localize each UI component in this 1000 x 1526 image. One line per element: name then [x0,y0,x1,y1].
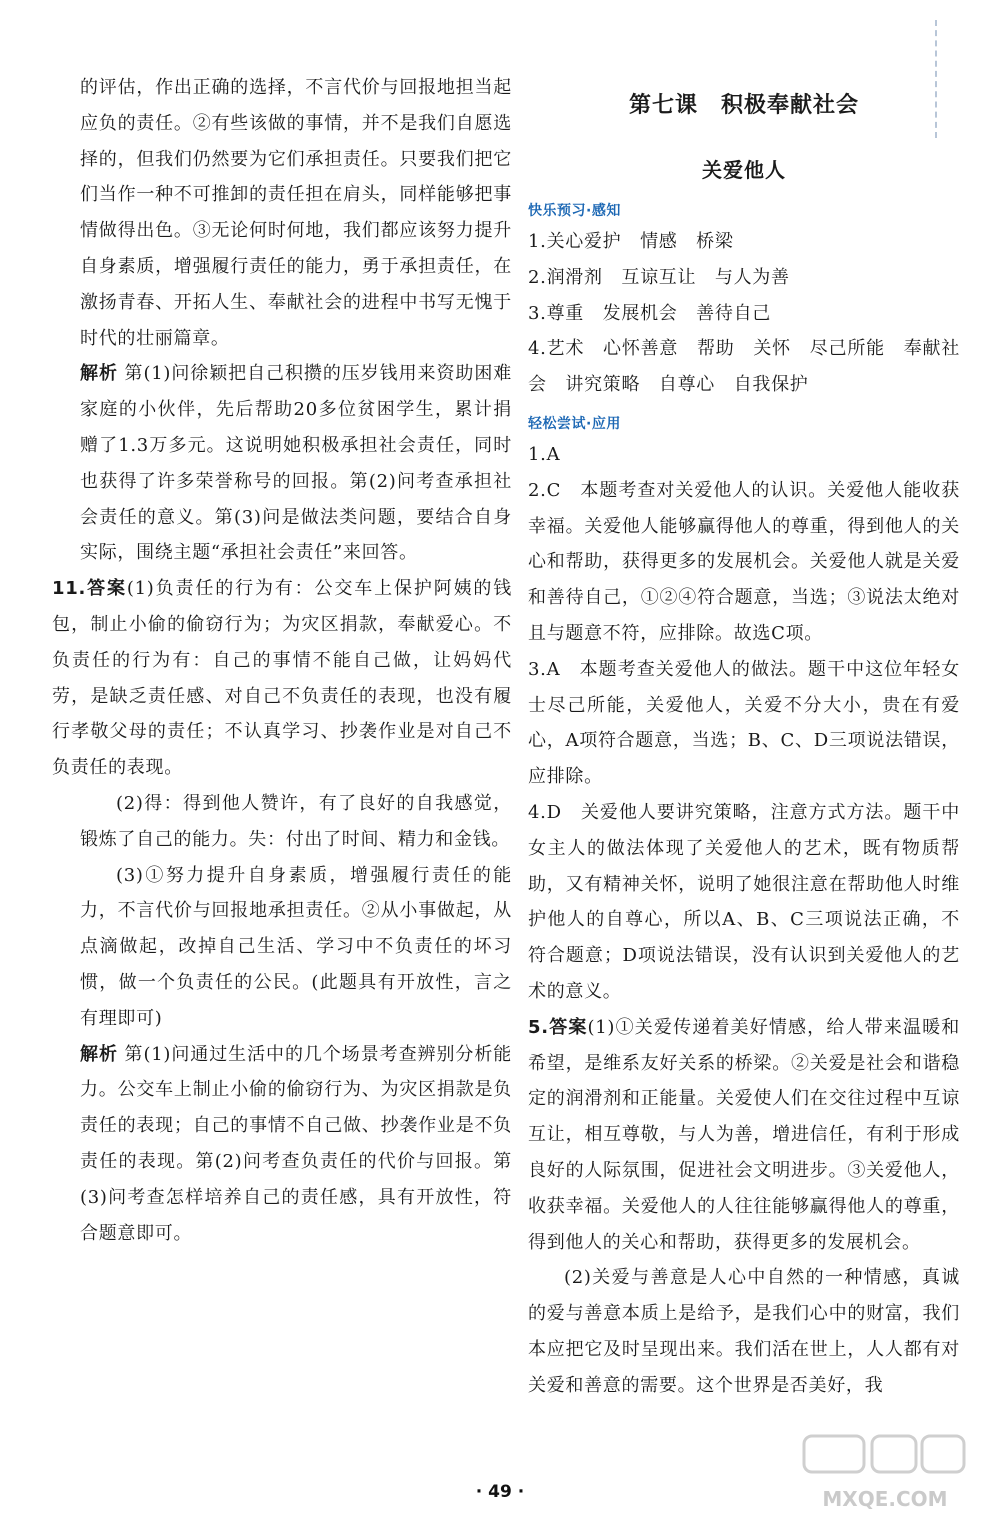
page-number: · 49 · [475,1482,525,1502]
answer-item: 3.A 本题考查关爱他人的做法。题干中这位年轻女士尽己所能，关爱他人，关爱不分大小，贵在有爱心，A项符合题意，当选；B、C、D三项说法错误，应排除。 [528,658,960,788]
question-11-answer-part3: (3)①努力提升自身素质，增强履行责任的能力，不言代价与回报地承担责任。②从小事做起，从点滴做起，改掉自己生活、学习中不负责任的坏习惯，做一个负责任的公民。(此题具有开放性，言之有理即可) [80,864,512,1029]
answer-item: 2.C 本题考查对关爱他人的认识。关爱他人能收获幸福。关爱他人能够赢得他人的尊重，得到他人的关心和帮助，获得更多的发展机会。关爱他人就是关爱和善待自己，①②④符合题意，当选；③说法太绝对且与题意不符，应排除。故选C项。 [528,479,960,644]
answer-item: 3.尊重 发展机会 善待自己 [528,302,771,324]
answer-text: (1)负责任的行为有：公交车上保护阿姨的钱包，制止小偷的偷窃行为；为灾区捐款，奉献爱心。不负责任的行为有：自己的事情不能自己做，让妈妈代劳，是缺乏责任感、对自己不负责任的表现，也没有履行孝敬父母的责任；不认真学习、抄袭作业是对自己不负责任的表现。 [52,578,512,779]
question-11-answer-part2: (2)得：得到他人赞许，有了良好的自我感觉，锻炼了自己的能力。失：付出了时间、精力和金钱。 [80,792,512,850]
answer-item: 2.润滑剂 互谅互让 与人为善 [528,266,790,288]
analysis-paragraph [80,1037,512,1252]
answer-item: 1.关心爱护 情感 桥梁 [528,231,734,252]
question-number: 11. [52,578,86,600]
answer-continuation: 的评估，作出正确的选择，不言代价与回报地担当起应负的责任。②有些该做的事情，并不是我们自愿选择的，但我们仍然要为它们承担责任。只要我们把它们当作一种不可推卸的责任担在肩头，同样能够把事情做得出色。③无论何时何地，我们都应该努力提升自身素质，增强履行责任的能力，勇于承担责任，在激扬青春、开拓人生、奉献社会的进程中书写无愧于时代的壮丽篇章。 [80,77,512,349]
question-number: 5. [528,1016,549,1038]
answer-item-5-part2: (2)关爱与善意是人心中自然的一种情感，真诚的爱与善意本质上是给予，是我们心中的财富，我们本应把它及时呈现出来。我们活在世上，人人都有对关爱和善意的需要。这个世界是否美好，我 [528,1267,960,1396]
analysis-label: 解析 [80,1043,118,1065]
answer-item: 1.A [528,443,561,465]
watermark-text: MXQE.COM [822,1487,948,1511]
question-11-answer-part1 [52,571,512,786]
answer-label: 答案 [86,578,127,600]
lesson-title: 第七课 积极奉献社会 [628,93,859,118]
left-column [52,70,512,1251]
right-column [528,70,960,1404]
analysis-label: 解析 [80,363,118,385]
analysis-text: 第(1)问通过生活中的几个场景考查辨别分析能力。公交车上制止小偷的偷窃行为、为灾区捐款是负责任的表现；自己的事情不自己做、抄袭作业是不负责任的表现。第(2)问考查负责任的代价与回报。第(3)问考查怎样培养自己的责任感，具有开放性，符合题意即可。 [80,1043,512,1244]
watermark-logo [800,1432,970,1516]
watermark-graphic [800,1432,970,1516]
sub-heading-preview: 快乐预习·感知 [528,203,621,219]
answer-label: 答案 [548,1016,588,1038]
answer-text: (1)①关爱传递着美好情感，给人带来温暖和希望，是维系友好关系的桥梁。②关爱是社会和谐稳定的润滑剂和正能量。关爱使人们在交往过程中互谅互让，相互尊敬，与人为善，增进信任，有利于形成良好的人际氛围，促进社会文明进步。③关爱他人，收获幸福。关爱他人的人往往能够赢得他人的尊重，得到他人的关心和帮助，获得更多的发展机会。 [528,1016,960,1253]
answer-item-5 [528,1010,960,1261]
answer-item: 4.D 关爱他人要讲究策略，注意方式方法。题干中女主人的做法体现了关爱他人的艺术，既有物质帮助，又有精神关怀，说明了她很注意在帮助他人时维护他人的自尊心，所以A、B、C三项说法正确，不符合题意；D项说法错误，没有认识到关爱他人的艺术的意义。 [528,801,960,1002]
sub-heading-application: 轻松尝试·应用 [528,415,621,432]
analysis-text: 第(1)问徐颖把自己积攒的压岁钱用来资助困难家庭的小伙伴，先后帮助20多位贫困学生，累计捐赠了1.3万多元。这说明她积极承担社会责任，同时也获得了许多荣誉称号的回报。第(2)问考查承担社会责任的意义。第(3)问是做法类问题，要结合自身实际，围绕主题“承担社会责任”来回答。 [80,363,512,564]
analysis-paragraph [80,356,512,571]
section-title: 关爱他人 [702,158,786,182]
answer-item: 4.艺术 心怀善意 帮助 关怀 尽己所能 奉献社会 讲究策略 自尊心 自我保护 [528,338,960,396]
